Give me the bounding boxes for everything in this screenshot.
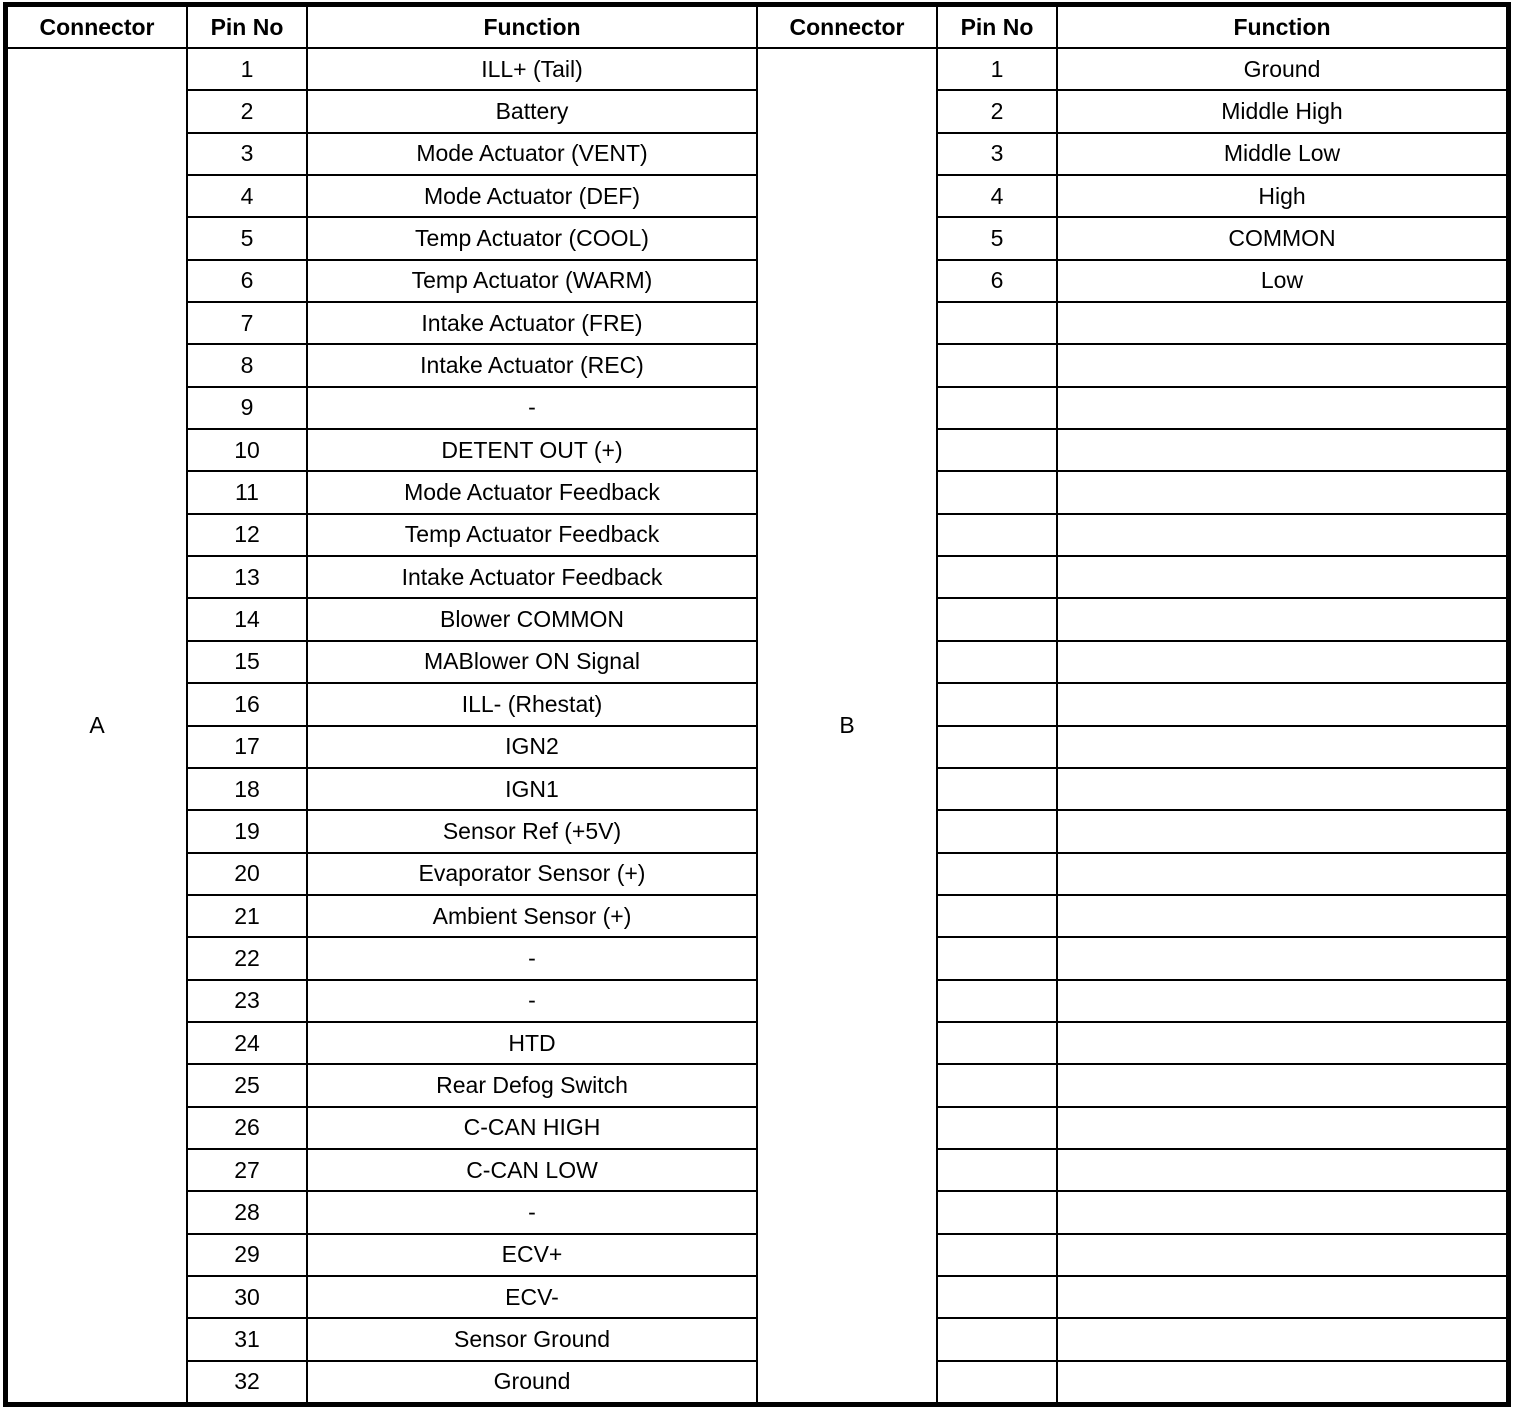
connector-b-label: B [757, 48, 937, 1403]
connector-a-pin: 32 [187, 1361, 307, 1403]
connector-a-pin: 28 [187, 1191, 307, 1233]
connector-a-function: Rear Defog Switch [307, 1064, 757, 1106]
connector-b-pin [937, 683, 1057, 725]
connector-b-function [1057, 641, 1507, 683]
connector-b-pin [937, 344, 1057, 386]
connector-a-pin: 15 [187, 641, 307, 683]
connector-a-pin: 27 [187, 1149, 307, 1191]
connector-a-pin: 12 [187, 514, 307, 556]
connector-b-function [1057, 1234, 1507, 1276]
connector-b-pin [937, 895, 1057, 937]
connector-b-pin [937, 387, 1057, 429]
connector-a-function: C-CAN LOW [307, 1149, 757, 1191]
connector-b-pin [937, 471, 1057, 513]
connector-a-function: Temp Actuator Feedback [307, 514, 757, 556]
connector-a-pin: 13 [187, 556, 307, 598]
connector-a-pin: 2 [187, 90, 307, 132]
connector-a-function: Temp Actuator (WARM) [307, 260, 757, 302]
connector-a-function: Sensor Ref (+5V) [307, 810, 757, 852]
connector-b-function [1057, 1064, 1507, 1106]
connector-b-pin [937, 1022, 1057, 1064]
header-pin-no-a: Pin No [187, 6, 307, 48]
connector-a-function: C-CAN HIGH [307, 1107, 757, 1149]
connector-a-function: DETENT OUT (+) [307, 429, 757, 471]
connector-a-function: ILL+ (Tail) [307, 48, 757, 90]
connector-b-pin [937, 302, 1057, 344]
connector-a-function: Ground [307, 1361, 757, 1403]
connector-b-pin [937, 1191, 1057, 1233]
connector-a-function: Intake Actuator Feedback [307, 556, 757, 598]
connector-a-pin: 17 [187, 726, 307, 768]
connector-a-function: Battery [307, 90, 757, 132]
connector-b-pin [937, 1361, 1057, 1403]
connector-a-function: - [307, 980, 757, 1022]
connector-b-function [1057, 1149, 1507, 1191]
connector-a-pin: 23 [187, 980, 307, 1022]
connector-a-function: - [307, 937, 757, 979]
connector-a-pin: 5 [187, 217, 307, 259]
connector-a-pin: 16 [187, 683, 307, 725]
connector-b-pin: 2 [937, 90, 1057, 132]
connector-b-function: High [1057, 175, 1507, 217]
connector-a-pin: 26 [187, 1107, 307, 1149]
connector-b-function [1057, 429, 1507, 471]
table-row [7, 48, 1507, 90]
connector-b-function: COMMON [1057, 217, 1507, 259]
connector-b-function [1057, 556, 1507, 598]
connector-b-function [1057, 1318, 1507, 1360]
connector-a-function: HTD [307, 1022, 757, 1064]
connector-b-function [1057, 683, 1507, 725]
connector-b-function [1057, 1107, 1507, 1149]
connector-a-pin: 11 [187, 471, 307, 513]
connector-b-pin [937, 556, 1057, 598]
header-function-a: Function [307, 6, 757, 48]
header-function-b: Function [1057, 6, 1507, 48]
connector-b-pin [937, 768, 1057, 810]
connector-b-pin [937, 1276, 1057, 1318]
connector-a-pin: 18 [187, 768, 307, 810]
connector-a-function: Sensor Ground [307, 1318, 757, 1360]
connector-b-pin [937, 514, 1057, 556]
connector-b-function [1057, 1191, 1507, 1233]
connector-b-pin: 1 [937, 48, 1057, 90]
connector-a-function: Intake Actuator (REC) [307, 344, 757, 386]
connector-b-pin [937, 1234, 1057, 1276]
connector-a-pin: 7 [187, 302, 307, 344]
connector-a-function: Evaporator Sensor (+) [307, 853, 757, 895]
header-connector-b: Connector [757, 6, 937, 48]
connector-b-pin [937, 810, 1057, 852]
connector-a-pin: 24 [187, 1022, 307, 1064]
connector-a-pin: 21 [187, 895, 307, 937]
connector-b-function [1057, 1022, 1507, 1064]
connector-a-function: Blower COMMON [307, 598, 757, 640]
connector-b-pin [937, 1149, 1057, 1191]
connector-b-function: Ground [1057, 48, 1507, 90]
connector-a-function: ILL- (Rhestat) [307, 683, 757, 725]
connector-a-pin: 3 [187, 133, 307, 175]
connector-a-function: Mode Actuator (DEF) [307, 175, 757, 217]
connector-b-function [1057, 768, 1507, 810]
connector-b-function [1057, 1361, 1507, 1403]
connector-b-pin [937, 429, 1057, 471]
connector-b-pin: 4 [937, 175, 1057, 217]
connector-b-pin [937, 726, 1057, 768]
connector-a-pin: 19 [187, 810, 307, 852]
connector-a-pin: 25 [187, 1064, 307, 1106]
connector-a-pin: 10 [187, 429, 307, 471]
connector-b-function [1057, 726, 1507, 768]
connector-a-function: ECV- [307, 1276, 757, 1318]
connector-a-label: A [7, 48, 187, 1403]
connector-b-function [1057, 344, 1507, 386]
connector-a-pin: 30 [187, 1276, 307, 1318]
connector-a-function: Temp Actuator (COOL) [307, 217, 757, 259]
connector-b-pin [937, 1318, 1057, 1360]
header-row [7, 6, 1507, 48]
connector-b-pin [937, 1107, 1057, 1149]
connector-a-pin: 14 [187, 598, 307, 640]
connector-a-function: IGN2 [307, 726, 757, 768]
connector-a-function: Mode Actuator Feedback [307, 471, 757, 513]
header-connector-a: Connector [7, 6, 187, 48]
connector-b-function [1057, 471, 1507, 513]
connector-b-function: Middle High [1057, 90, 1507, 132]
connector-b-function [1057, 810, 1507, 852]
connector-a-function: MABlower ON Signal [307, 641, 757, 683]
connector-b-pin: 6 [937, 260, 1057, 302]
connector-a-pin: 31 [187, 1318, 307, 1360]
connector-a-pin: 6 [187, 260, 307, 302]
connector-a-function: Mode Actuator (VENT) [307, 133, 757, 175]
connector-a-function: ECV+ [307, 1234, 757, 1276]
connector-b-function [1057, 598, 1507, 640]
connector-a-pin: 8 [187, 344, 307, 386]
connector-a-pin: 20 [187, 853, 307, 895]
connector-b-pin [937, 641, 1057, 683]
connector-b-pin: 3 [937, 133, 1057, 175]
connector-b-pin [937, 980, 1057, 1022]
connector-a-function: - [307, 387, 757, 429]
connector-a-pin: 29 [187, 1234, 307, 1276]
connector-b-pin [937, 937, 1057, 979]
connector-a-pin: 4 [187, 175, 307, 217]
connector-b-function [1057, 937, 1507, 979]
connector-a-function: - [307, 1191, 757, 1233]
connector-b-function: Middle Low [1057, 133, 1507, 175]
connector-b-pin [937, 1064, 1057, 1106]
connector-a-pin: 9 [187, 387, 307, 429]
connector-b-function: Low [1057, 260, 1507, 302]
connector-b-function [1057, 302, 1507, 344]
connector-a-pin: 22 [187, 937, 307, 979]
connector-b-function [1057, 853, 1507, 895]
connector-a-pin: 1 [187, 48, 307, 90]
connector-a-function: IGN1 [307, 768, 757, 810]
connector-b-function [1057, 1276, 1507, 1318]
connector-b-pin [937, 598, 1057, 640]
header-pin-no-b: Pin No [937, 6, 1057, 48]
connector-a-function: Ambient Sensor (+) [307, 895, 757, 937]
connector-a-function: Intake Actuator (FRE) [307, 302, 757, 344]
connector-b-pin: 5 [937, 217, 1057, 259]
connector-pin-table [6, 5, 1508, 1404]
connector-b-function [1057, 895, 1507, 937]
connector-b-function [1057, 980, 1507, 1022]
connector-b-function [1057, 387, 1507, 429]
connector-b-function [1057, 514, 1507, 556]
connector-b-pin [937, 853, 1057, 895]
